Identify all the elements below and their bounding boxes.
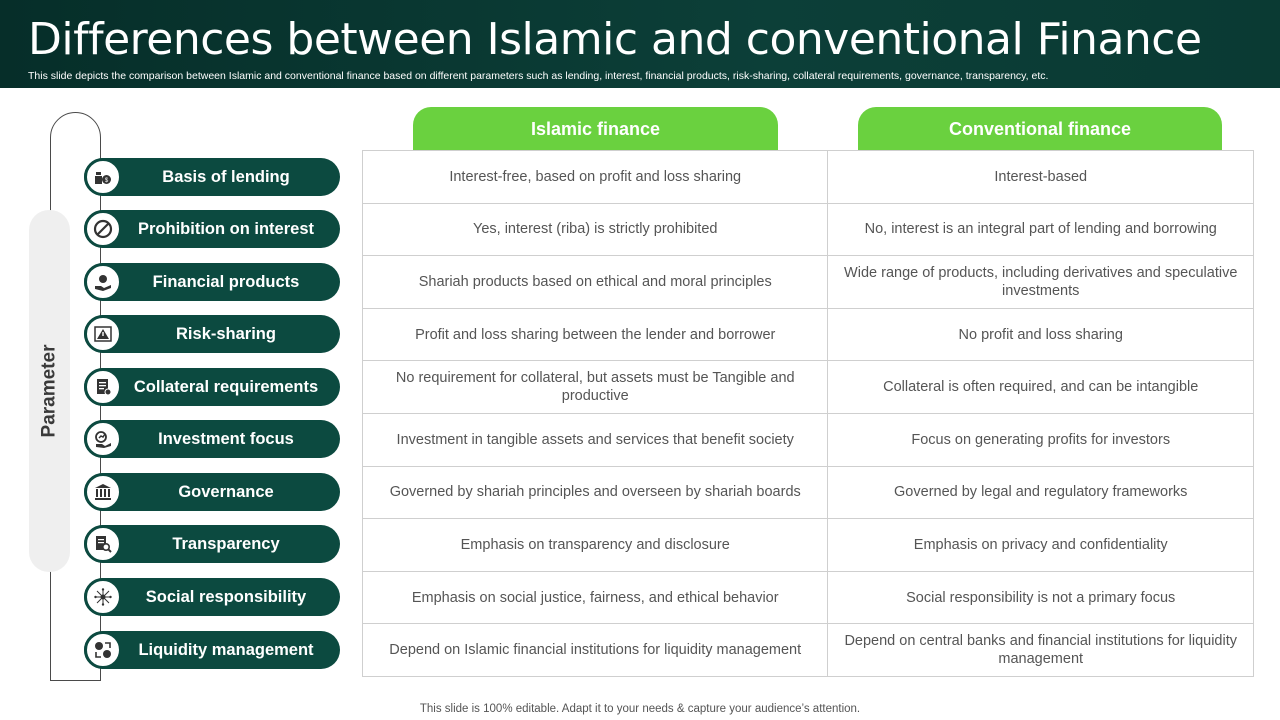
- islamic-cell: Depend on Islamic financial institutions for liquidity management: [363, 624, 828, 677]
- table-row: [363, 151, 1254, 204]
- table-row: [363, 466, 1254, 519]
- islamic-cell: Governed by shariah principles and overseen by shariah boards: [363, 466, 828, 519]
- prohibited-icon: [84, 210, 122, 248]
- bank-building-icon: [84, 473, 122, 511]
- row-label-financial-products: Financial products: [84, 263, 340, 301]
- row-label-prohibition-on-interest: Prohibition on interest: [84, 210, 340, 248]
- conventional-cell: Collateral is often required, and can be intangible: [828, 361, 1254, 414]
- investment-icon: [84, 420, 122, 458]
- conventional-cell: Depend on central banks and financial institutions for liquidity management: [828, 624, 1254, 677]
- row-label-basis-of-lending: $ Basis of lending: [84, 158, 340, 196]
- row-label-governance: Governance: [84, 473, 340, 511]
- conventional-cell: Focus on generating profits for investors: [828, 413, 1254, 466]
- row-label-transparency: Transparency: [84, 525, 340, 563]
- svg-text:$: $: [104, 178, 109, 184]
- parameter-label: Parameter: [38, 344, 60, 438]
- document-icon: [84, 368, 122, 406]
- conventional-cell: Emphasis on privacy and confidentiality: [828, 519, 1254, 572]
- header-bar: [0, 0, 1280, 88]
- table-row: [363, 413, 1254, 466]
- footer-note: This slide is 100% editable. Adapt it to your needs & capture your audience’s attention.: [419, 703, 861, 715]
- page-subtitle: This slide depicts the comparison between Islamic and conventional finance based on different parameters such as lending, interest, financial products, risk-sharing, collateral requirements, governance, transparency, etc.: [28, 70, 1049, 82]
- conventional-cell: Interest-based: [828, 151, 1254, 204]
- islamic-cell: No requirement for collateral, but assets must be Tangible and productive: [363, 361, 828, 414]
- money-bag-icon: [84, 158, 122, 196]
- column-header-conventional: Conventional finance: [858, 107, 1222, 151]
- islamic-cell: Emphasis on social justice, fairness, and ethical behavior: [363, 571, 828, 624]
- table-row: [363, 256, 1254, 309]
- hand-money-icon: [84, 263, 122, 301]
- table-row: [363, 571, 1254, 624]
- row-label-risk-sharing: Risk-sharing: [84, 315, 340, 353]
- conventional-cell: No, interest is an integral part of lending and borrowing: [828, 203, 1254, 256]
- document-search-icon: [84, 525, 122, 563]
- table-row: [363, 519, 1254, 572]
- islamic-cell: Interest-free, based on profit and loss sharing: [363, 151, 828, 204]
- table-row: [363, 203, 1254, 256]
- row-label-collateral-requirements: Collateral requirements: [84, 368, 340, 406]
- comparison-table: [362, 150, 1254, 677]
- row-label-social-responsibility: Social responsibility: [84, 578, 340, 616]
- conventional-cell: No profit and loss sharing: [828, 308, 1254, 361]
- coins-exchange-icon: [84, 631, 122, 669]
- table-row: [363, 308, 1254, 361]
- network-icon: [84, 578, 122, 616]
- islamic-cell: Investment in tangible assets and services that benefit society: [363, 413, 828, 466]
- islamic-cell: Emphasis on transparency and disclosure: [363, 519, 828, 572]
- islamic-cell: Profit and loss sharing between the lender and borrower: [363, 308, 828, 361]
- row-label-investment-focus: Investment focus: [84, 420, 340, 458]
- warning-icon: [84, 315, 122, 353]
- row-label-liquidity-management: Liquidity management: [84, 631, 340, 669]
- page-title: Differences between Islamic and conventional Finance: [28, 14, 1202, 65]
- table-row: [363, 361, 1254, 414]
- islamic-cell: Shariah products based on ethical and moral principles: [363, 256, 828, 309]
- conventional-cell: Wide range of products, including derivatives and speculative investments: [828, 256, 1254, 309]
- conventional-cell: Governed by legal and regulatory frameworks: [828, 466, 1254, 519]
- conventional-cell: Social responsibility is not a primary focus: [828, 571, 1254, 624]
- table-row: [363, 624, 1254, 677]
- islamic-cell: Yes, interest (riba) is strictly prohibited: [363, 203, 828, 256]
- column-header-islamic: Islamic finance: [413, 107, 778, 151]
